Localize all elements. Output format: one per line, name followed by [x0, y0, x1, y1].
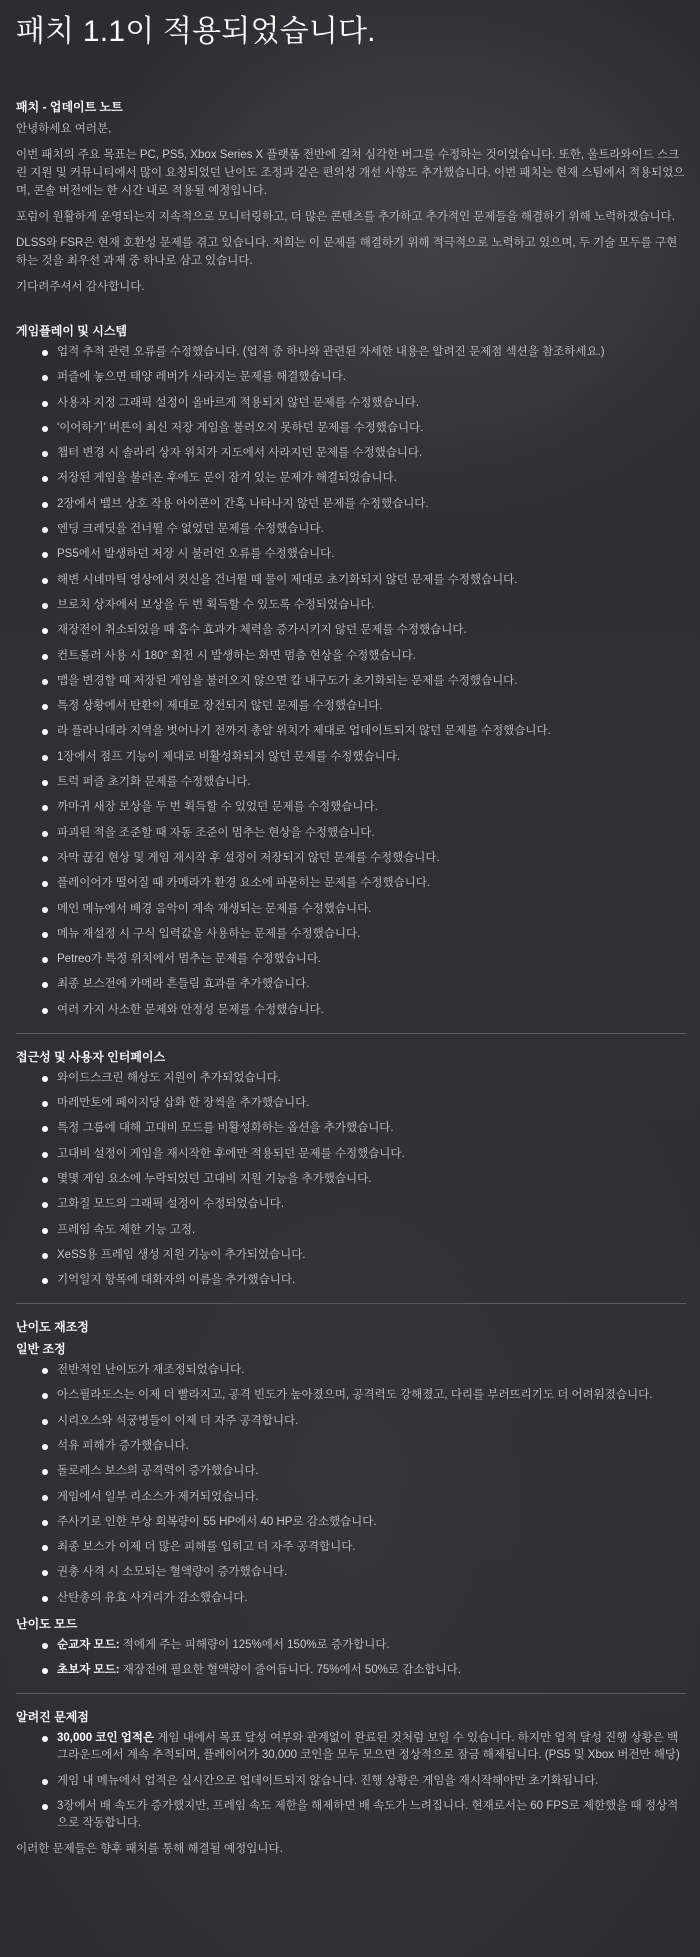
list-item: 컨트롤러 사용 시 180° 회전 시 발생하는 화면 멈춤 현상을 수정했습니다. — [16, 648, 686, 665]
subsection-title: 일반 조정 — [16, 1342, 66, 1357]
list-item: 저장된 게임을 불러온 후에도 문이 잠겨 있는 문제가 해결되었습니다. — [16, 470, 686, 487]
doc-title: 패치 - 업데이트 노트 — [16, 100, 123, 114]
list-item — [16, 1662, 686, 1679]
item-text: 3장에서 배 속도가 증가했지만, 프레임 속도 제한을 해제하면 배 속도가 느려집니다. 현재로서는 60 FPS로 제한했을 때 정상적으로 작동합니다. — [57, 1799, 679, 1829]
difficulty-modes-list — [16, 1637, 686, 1679]
list-item: 해변 시네마틱 영상에서 컷신을 건너뛸 때 물이 제대로 초기화되지 않던 문제를 수정했습니다. — [16, 572, 686, 589]
list-item: 게임에서 일부 리소스가 제거되었습니다. — [16, 1489, 686, 1506]
list-item: 사용자 지정 그래픽 설정이 올바르게 적용되지 않던 문제를 수정했습니다. — [16, 395, 686, 412]
list-item: 프레임 속도 제한 기능 고정. — [16, 1222, 686, 1239]
list-item: 퍼즐에 놓으면 태양 레버가 사라지는 문제를 해결했습니다. — [16, 369, 686, 386]
list-item: 돌로레스 보스의 공격력이 증가했습니다. — [16, 1463, 686, 1480]
item-lead: 초보자 모드: — [57, 1664, 120, 1677]
list-item: 산탄총의 유효 사거리가 감소했습니다. — [16, 1590, 686, 1607]
list-item: 권총 사격 시 소모되는 혈액량이 증가했습니다. — [16, 1564, 686, 1581]
list-item: 주사기로 인한 부상 회복량이 55 HP에서 40 HP로 감소했습니다. — [16, 1514, 686, 1531]
item-text: 재장전에 필요한 혈액량이 줄어듭니다. 75%에서 50%로 감소합니다. — [119, 1664, 461, 1677]
list-item: 엔딩 크레딧을 건너뛸 수 없었던 문제를 수정했습니다. — [16, 521, 686, 538]
item-text: 게임 내에서 목표 달성 여부와 관계없이 완료된 것처럼 보일 수 있습니다. 하지만 업적 달성 진행 상황은 백그라운드에서 계속 추적되며, 플레이어가 30,000 코인을 모두 모으면 정상적으로 잠금 해제됩니다. (PS5 및 Xbox 버전만 해당) — [57, 1732, 680, 1762]
list-item: 파괴된 적을 조준할 때 자동 조준이 멈추는 현상을 수정했습니다. — [16, 825, 686, 842]
list-item: 최종 보스전에 카메라 흔들림 효과를 추가했습니다. — [16, 976, 686, 993]
list-item: 트럭 퍼즐 초기화 문제를 수정했습니다. — [16, 774, 686, 791]
list-item: 특정 그룹에 대해 고대비 모드를 비활성화하는 옵션을 추가했습니다. — [16, 1120, 686, 1137]
known-issues-list — [16, 1730, 686, 1832]
list-item: 업적 추적 관련 오류를 수정했습니다. (업적 중 하나와 관련된 자세한 내용은 알려진 문제점 섹션을 참조하세요.) — [16, 344, 686, 361]
divider — [16, 1693, 686, 1694]
list-item: 여러 가지 사소한 문제와 안정성 문제를 수정했습니다. — [16, 1002, 686, 1019]
page-title: 패치 1.1이 적용되었습니다. — [16, 15, 376, 48]
item-text: 게임 내 메뉴에서 업적은 실시간으로 업데이트되지 않습니다. 진행 상황은 게임을 재시작해야만 초기화됩니다. — [57, 1774, 599, 1787]
list-item: 2장에서 밸브 상호 작용 아이콘이 간혹 나타나지 않던 문제를 수정했습니다. — [16, 496, 686, 513]
intro-paragraph: DLSS와 FSR은 현재 호환성 문제를 겪고 있습니다. 저희는 이 문제를 해결하기 위해 적극적으로 노력하고 있으며, 두 기술 모두를 구현하는 것을 최우선 과제 중 하나로 삼고 있습니다. — [16, 237, 678, 267]
divider — [16, 1303, 686, 1304]
accessibility-list — [16, 1070, 686, 1289]
list-item: 메뉴 재설정 시 구식 입력값을 사용하는 문제를 수정했습니다. — [16, 926, 686, 943]
list-item: 맵을 변경할 때 저장된 게임을 불러오지 않으면 칼 내구도가 초기화되는 문제를 수정했습니다. — [16, 673, 686, 690]
list-item: 특정 상황에서 탄환이 제대로 장전되지 않던 문제를 수정했습니다. — [16, 698, 686, 715]
intro-paragraph: 포럼이 원활하게 운영되는지 지속적으로 모니터링하고, 더 많은 콘텐츠를 추가하고 추가적인 문제들을 해결하기 위해 노력하겠습니다. — [16, 211, 675, 223]
intro-greeting: 안녕하세요 여러분, — [16, 123, 112, 135]
list-item: 석유 피해가 증가했습니다. — [16, 1438, 686, 1455]
gameplay-list — [16, 344, 686, 1019]
section-difficulty — [16, 1318, 686, 1679]
list-item: 라 플라니데라 지역을 벗어나기 전까지 총알 위치가 제대로 업데이트되지 않던 문제를 수정했습니다. — [16, 723, 686, 740]
list-item: 고화질 모드의 그래픽 설정이 수정되었습니다. — [16, 1196, 686, 1213]
list-item: 플레이어가 떨어질 때 카메라가 환경 요소에 파묻히는 문제를 수정했습니다. — [16, 875, 686, 892]
subsection-title: 난이도 모드 — [16, 1617, 78, 1632]
section-title: 난이도 재조정 — [16, 1320, 89, 1335]
list-item: 1장에서 점프 기능이 제대로 비활성화되지 않던 문제를 수정했습니다. — [16, 749, 686, 766]
list-item — [16, 1730, 686, 1764]
list-item: 기억일지 항목에 대화자의 이름을 추가했습니다. — [16, 1272, 686, 1289]
item-lead: 30,000 코인 업적은 — [57, 1732, 155, 1745]
list-item: 재장전이 취소되었을 때 흡수 효과가 체력을 증가시키지 않던 문제를 수정했습니다. — [16, 622, 686, 639]
list-item: 까마귀 새장 보상을 두 번 획득할 수 있었던 문제를 수정했습니다. — [16, 799, 686, 816]
closing-note: 이러한 문제들은 향후 패치를 통해 해결될 예정입니다. — [16, 1843, 283, 1856]
list-item — [16, 1798, 686, 1832]
list-item: 메인 메뉴에서 배경 음악이 계속 재생되는 문제를 수정했습니다. — [16, 901, 686, 918]
item-lead: 순교자 모드: — [57, 1639, 120, 1652]
list-item: 챕터 변경 시 솔라리 상자 위치가 지도에서 사라지던 문제를 수정했습니다. — [16, 445, 686, 462]
list-item: Petreo가 특정 위치에서 멈추는 문제를 수정했습니다. — [16, 951, 686, 968]
section-title: 게임플레이 및 시스템 — [16, 324, 127, 338]
list-item: XeSS용 프레임 생성 지원 기능이 추가되었습니다. — [16, 1247, 686, 1264]
intro-thanks: 기다려주셔서 감사합니다. — [16, 281, 145, 293]
section-accessibility — [16, 1048, 686, 1289]
section-gameplay — [16, 322, 686, 1019]
list-item: 브로치 상자에서 보상을 두 번 획득할 수 있도록 수정되었습니다. — [16, 597, 686, 614]
list-item: 고대비 설정이 게임을 재시작한 후에만 적용되던 문제를 수정했습니다. — [16, 1146, 686, 1163]
list-item: 자막 끊김 현상 및 게임 재시작 후 설정이 저장되지 않던 문제를 수정했습니다. — [16, 850, 686, 867]
list-item: 아스필라도스는 이제 더 빨라지고, 공격 빈도가 높아졌으며, 공격력도 강해졌고, 다리를 부러뜨리기도 더 어려워졌습니다. — [16, 1387, 686, 1404]
item-text: 적에게 주는 피해량이 125%에서 150%로 증가합니다. — [119, 1639, 390, 1652]
section-known-issues — [16, 1708, 686, 1858]
list-item: '이어하기' 버튼이 최신 저장 게임을 불러오지 못하던 문제를 수정했습니다. — [16, 420, 686, 437]
list-item: PS5에서 발생하던 저장 시 불러언 오류를 수정했습니다. — [16, 546, 686, 563]
list-item: 최종 보스가 이제 더 많은 피해를 입히고 더 자주 공격합니다. — [16, 1539, 686, 1556]
divider — [16, 1033, 686, 1034]
list-item: 와이드스크린 해상도 지원이 추가되었습니다. — [16, 1070, 686, 1087]
intro-paragraph: 이번 패치의 주요 목표는 PC, PS5, Xbox Series X 플랫폼 전반에 걸쳐 심각한 버그를 수정하는 것이었습니다. 또한, 울트라와이드 스크린 지원 및 커뮤니티에서 많이 요청되었던 난이도 조정과 같은 편의성 개선 사항도 추가했습니다. 이번 패치는 현재 스팀에서 적용되었으며, 콘솔 버전에는 한 시간 내로 적용될 예정입니다. — [16, 149, 685, 197]
intro — [16, 120, 686, 296]
list-item: 마레만토에 페이지당 삽화 한 장씩을 추가했습니다. — [16, 1095, 686, 1112]
general-adjustments-list — [16, 1362, 686, 1607]
section-title: 알려진 문제점 — [16, 1710, 89, 1725]
section-title: 접근성 및 사용자 인터페이스 — [16, 1049, 166, 1064]
list-item: 몇몇 게임 요소에 누락되었던 고대비 지원 기능을 추가했습니다. — [16, 1171, 686, 1188]
list-item — [16, 1637, 686, 1654]
list-item: 전반적인 난이도가 재조정되었습니다. — [16, 1362, 686, 1379]
list-item — [16, 1773, 686, 1790]
list-item: 시리오스와 석궁병들이 이제 더 자주 공격합니다. — [16, 1413, 686, 1430]
